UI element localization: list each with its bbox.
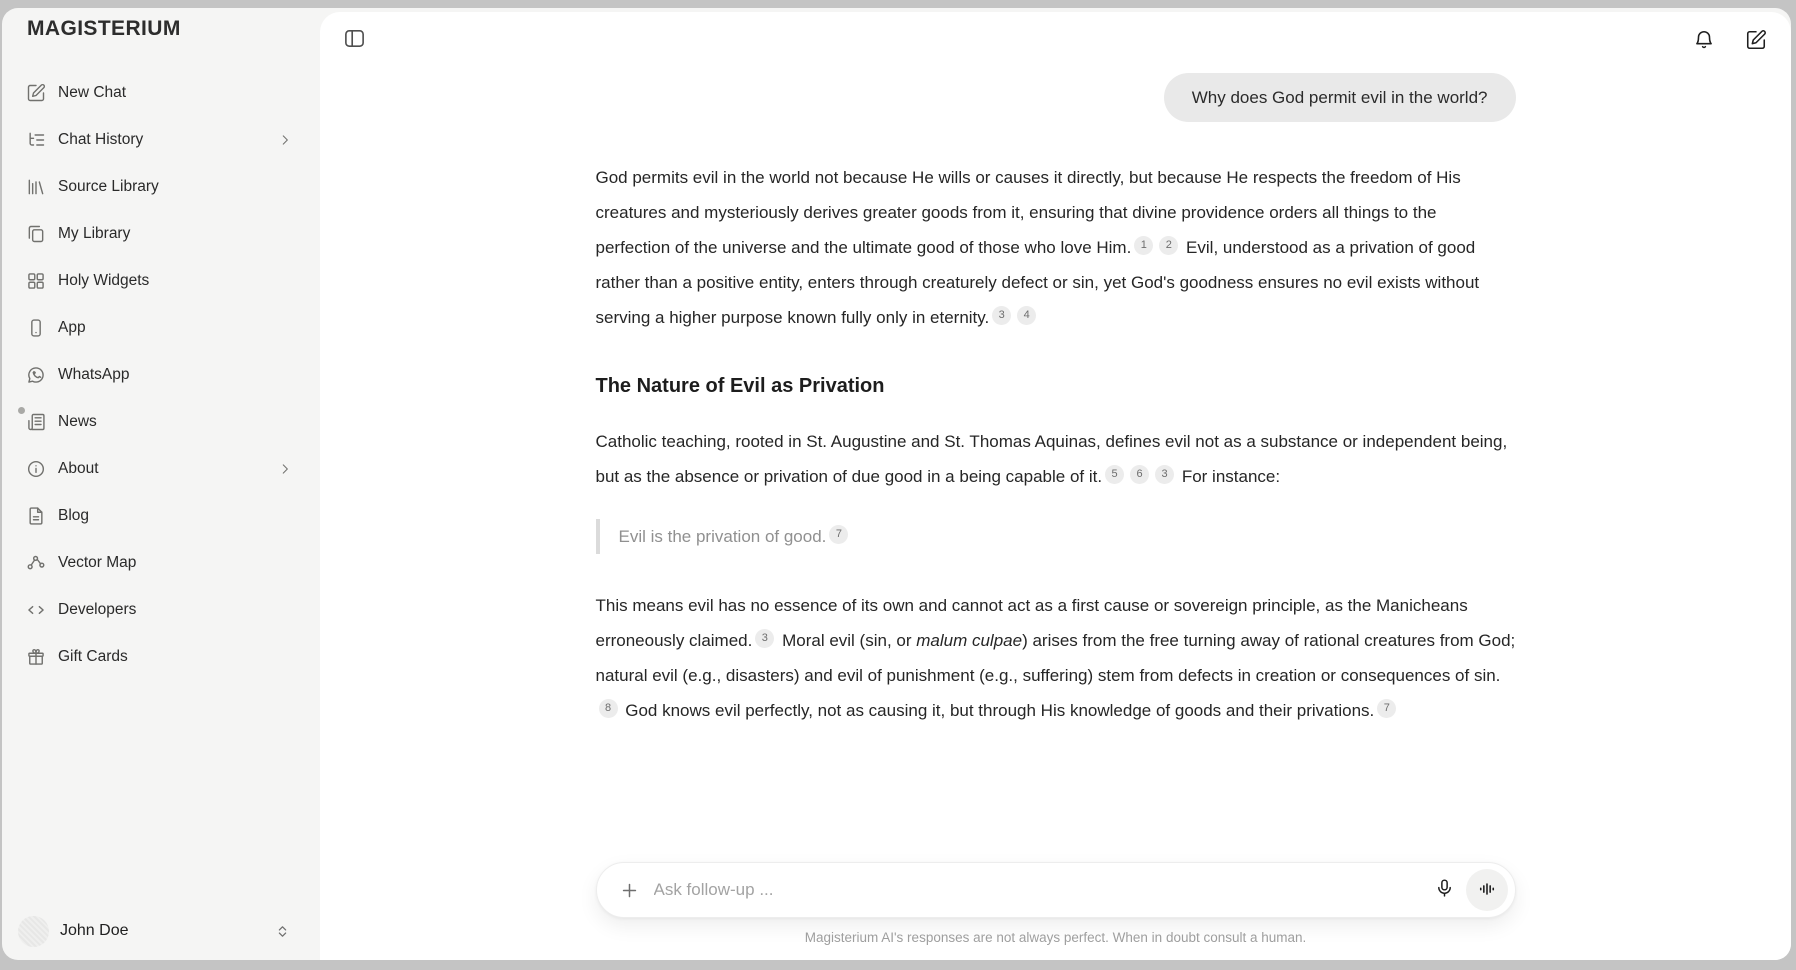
user-name: John Doe <box>60 922 129 939</box>
book-copy-icon <box>25 223 46 244</box>
answer-heading: The Nature of Evil as Privation <box>595 375 885 397</box>
whatsapp-icon <box>25 364 46 385</box>
emphasized-text: malum culpae <box>916 631 1023 650</box>
follow-up-input[interactable] <box>654 880 1434 900</box>
sidebar-item-label: Gift Cards <box>58 647 128 665</box>
document-icon <box>25 505 46 526</box>
plus-icon[interactable] <box>620 881 639 900</box>
chat-column <box>596 12 1516 960</box>
citation-badge[interactable]: 3 <box>992 306 1011 325</box>
sidebar-item-chat-history[interactable] <box>2 116 320 163</box>
sidebar-item-label: Developers <box>58 600 137 618</box>
sidebar-item-vector-map[interactable] <box>2 539 320 586</box>
user-message-bubble: Why does God permit evil in the world? <box>1164 73 1516 122</box>
list-tree-icon <box>25 129 46 150</box>
sidebar-item-whatsapp[interactable] <box>2 351 320 398</box>
notification-dot <box>18 407 25 414</box>
chevron-right-icon <box>278 462 292 476</box>
citation-badge[interactable]: 6 <box>1130 465 1149 484</box>
sidebar-toggle-button[interactable] <box>341 27 367 53</box>
voice-waveform-icon <box>1477 879 1497 902</box>
user-menu[interactable] <box>18 912 300 950</box>
sidebar-item-label: New Chat <box>58 83 127 101</box>
sidebar-item-label: Chat History <box>58 130 144 148</box>
disclaimer-text: Magisterium AI's responses are not always perfect. When in doubt consult a human. <box>804 930 1307 945</box>
code-icon <box>25 599 46 620</box>
citation-badge[interactable]: 4 <box>1017 306 1036 325</box>
voice-mode-button[interactable] <box>1466 869 1508 911</box>
sidebar-item-about[interactable] <box>2 445 320 492</box>
sidebar-item-label: About <box>58 459 99 477</box>
mic-icon <box>1434 878 1455 902</box>
citation-badge[interactable]: 8 <box>599 699 618 718</box>
sidebar-item-my-library[interactable] <box>2 210 320 257</box>
sidebar-item-label: News <box>58 412 97 430</box>
citation-badge[interactable]: 7 <box>1377 699 1396 718</box>
gift-icon <box>25 646 46 667</box>
info-icon <box>25 458 46 479</box>
chevron-right-icon <box>278 133 292 147</box>
sidebar-item-developers[interactable] <box>2 586 320 633</box>
chat-panel <box>320 12 1791 960</box>
sidebar <box>2 8 320 960</box>
grid-icon <box>25 270 46 291</box>
sidebar-item-label: Source Library <box>58 177 159 195</box>
answer-blockquote: Evil is the privation of good. $^7$ <box>596 519 1516 554</box>
citation-badge[interactable]: 1 <box>1134 236 1153 255</box>
user-message-row <box>596 73 1516 122</box>
citation-badge[interactable]: 2 <box>1159 236 1178 255</box>
sidebar-item-holy-widgets[interactable] <box>2 257 320 304</box>
sidebar-item-label: My Library <box>58 224 131 242</box>
smartphone-icon <box>25 317 46 338</box>
follow-up-input-bar <box>596 862 1516 918</box>
sidebar-item-new-chat[interactable] <box>2 69 320 116</box>
answer-paragraph: Catholic teaching, rooted in St. Augustine and St. Thomas Aquinas, defines evil not as a substance or independent being, but as the absence or privation of due good in a being capable of it. $^5$ $^6$ $^3$ For instance: <box>595 432 1508 486</box>
sidebar-item-label: Vector Map <box>58 553 137 571</box>
citation-badge[interactable]: 7 <box>829 525 848 544</box>
new-chat-button[interactable] <box>1743 28 1769 54</box>
sidebar-item-label: WhatsApp <box>58 365 130 383</box>
sidebar-item-gift-cards[interactable] <box>2 633 320 680</box>
sidebar-item-label: Blog <box>58 506 90 524</box>
panel-left-icon <box>343 27 366 53</box>
mic-button[interactable] <box>1434 878 1455 902</box>
network-icon <box>25 552 46 573</box>
sidebar-item-source-library[interactable] <box>2 163 320 210</box>
answer-paragraph: This means evil has no essence of its own and cannot act as a first cause or sovereign principle, as the Manicheans erroneously claimed. $^3$ Moral evil (sin, or malum culpae) arises from the free turning away of rational creatures from God; natural evil (e.g., disasters) and evil of punishment (e.g., suffering) stem from defects in creation or consequences of sin.$^8$ God knows evil perfectly, not as causing it, but through His knowledge of goods and their privations. $^7$ <box>595 596 1516 720</box>
bell-icon <box>1693 29 1715 54</box>
notifications-button[interactable] <box>1691 28 1717 54</box>
library-books-icon <box>25 176 46 197</box>
composer <box>596 844 1516 960</box>
sidebar-item-blog[interactable] <box>2 492 320 539</box>
newspaper-icon <box>25 411 46 432</box>
edit-square-icon <box>25 82 46 103</box>
answer-paragraph: God permits evil in the world not because He wills or causes it directly, but because He respects the freedom of His creatures and mysteriously derives greater goods from it, ensuring that divine providence orders all things to the perfection of the universe and the ultimate good of those who love Him. $^1$ $^2$ Evil, understood as a privation of good rather than a positive entity, enters through creaturely defect or sin, yet God's goodness ensures no evil exists without serving a higher purpose known fully only in eternity. $^3$ $^4$ <box>595 168 1480 327</box>
sidebar-item-label: App <box>58 318 86 336</box>
sidebar-item-app[interactable] <box>2 304 320 351</box>
chevrons-up-down-icon <box>275 924 290 939</box>
compose-icon <box>1745 29 1767 54</box>
sidebar-item-news[interactable] <box>2 398 320 445</box>
avatar <box>18 916 49 947</box>
sidebar-item-label: Holy Widgets <box>58 271 150 289</box>
assistant-message <box>596 160 1516 728</box>
citation-badge[interactable]: 5 <box>1105 465 1124 484</box>
app-logo: MAGISTERIUM <box>27 17 181 40</box>
citation-badge[interactable]: 3 <box>1155 465 1174 484</box>
app-window <box>2 8 1791 960</box>
sidebar-nav <box>2 69 320 680</box>
citation-badge[interactable]: 3 <box>755 629 774 648</box>
message-list <box>596 12 1516 728</box>
